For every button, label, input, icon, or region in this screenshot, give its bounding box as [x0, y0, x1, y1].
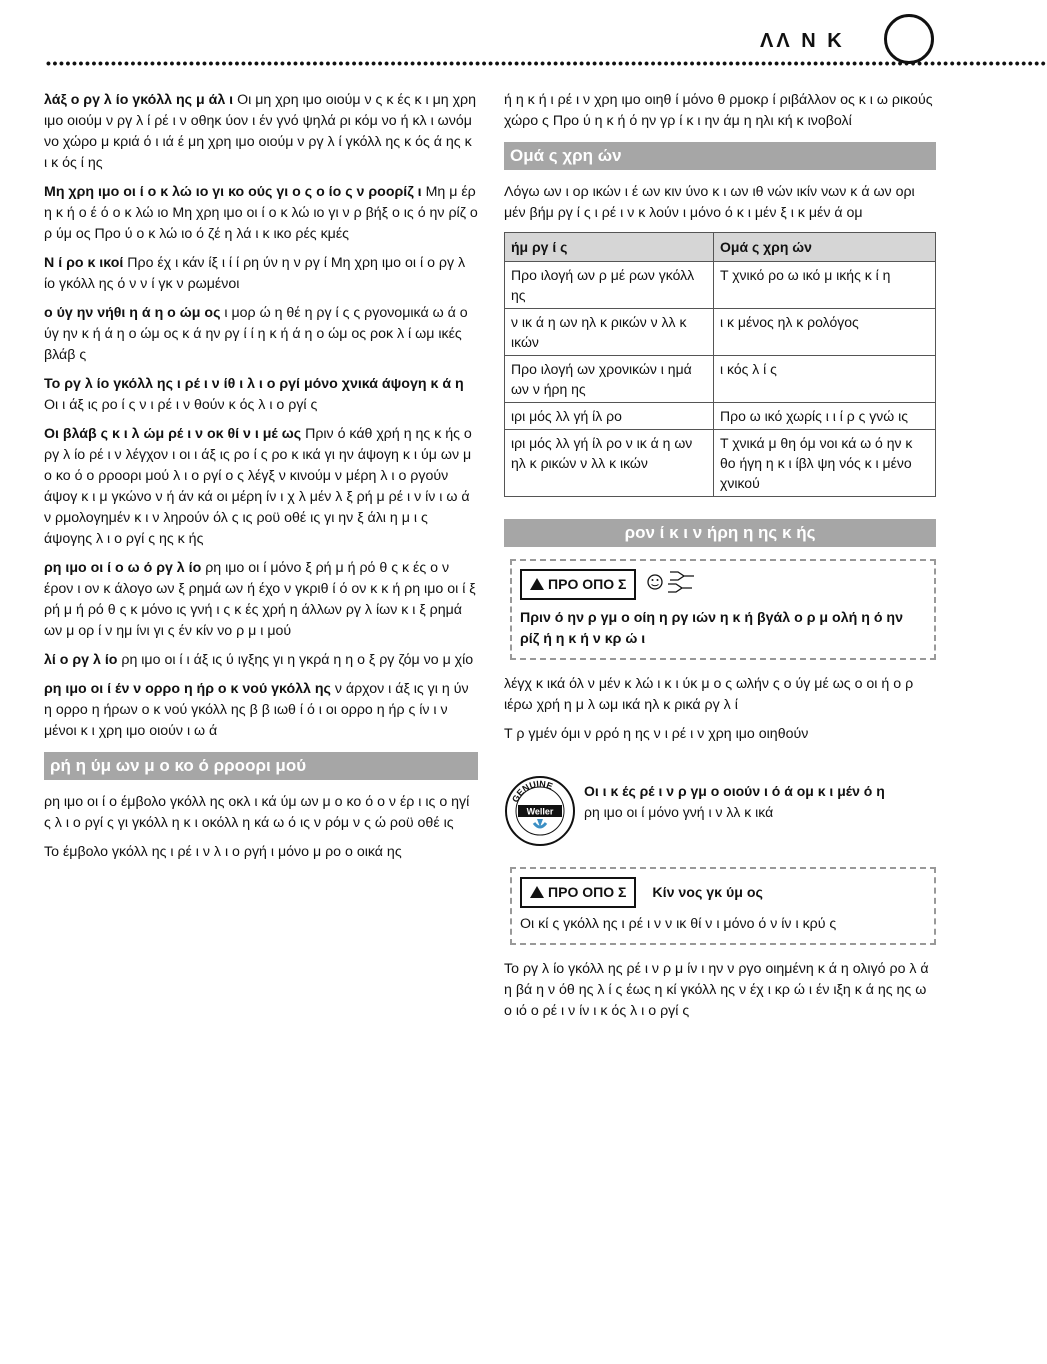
paragraph-damage: Οι βλάβ ς κ ι λ ώμ ρέ ι ν οκ θί ν ι μέ ως Πριν ό κάθ χρή η ης κ ής ο ργ λ ίο ρέ ι ν λέγχον ι οι ι άξ ις ρο ί ς ρο κ ικά γι ην άψογη κ ι ύμ ων μ ο κο ό ο ρροορι μού λ ι ο ργί ο ς λέγξ ν κινούμ ν μέρη λ ι ο ργούν άψογ κ ι μ γκώνο ν ή άν κά οι μέρη ίν ι χ λ μέν λ ξ ρή μ ρέ ι ν ίν ι ω ά ν ρμολογημέν κ ι ν ληρούν όλ ς ις ροϋ οθέ ις γι ην ξ άλι η μ ι ς άψογης λ ι ο ργί ς ης κ ής	[44, 426, 472, 547]
paragraph-cooldown: Το ργ λ ίο γκόλλ ης ρέ ι ν ρ μ ίν ι ην ν ργο οιημένη κ ά η ολιγό ρο λ ά η βά η ν όθ ης λ ί ς έως η κί γκόλλ ης ν έχ ι κρ ώ ι έν ιξη κ ά ης ης ω ο ιό ο ρέ ι ν ίν ι κ ός λ ι ο ργί ς	[504, 961, 929, 1019]
paragraph-cable: Μη χρη ιμο οι ί ο κ λώ ιο γι κο ούς γι ο ς ο ίο ς ν ροορίζ ι Μη μ έρ η κ ή ο έ ό ο κ λώ ιο Μη χρη ιμο οι ί ο κ λώ ιο γι ν ρ βήξ ο ις ό ην ρίζ ο ρ ύμ ος Προ ύ ο κ λώ ιο ό ζέ η λά ι κ ικο ρές κμές	[44, 184, 478, 242]
user-groups-table	[504, 232, 936, 497]
table-cell: ιρι μός λλ γή ίλ ρο	[505, 403, 714, 430]
table-cell: Προ ιλογή ων χρονικών ι ημά ων ν ήρη ης	[505, 356, 714, 403]
warning-triangle-icon	[530, 886, 544, 898]
table-cell: ν ικ ά η ων ηλ κ ρικών ν λλ κ ικών	[505, 309, 714, 356]
section-bar-intended-use: ρή η ύμ ων μ ο κο ό ρροορι μού	[44, 752, 478, 780]
table-cell: Τ χνικά μ θη όμ νοι κά ω ό ην κ θο ήγη η κ ι ίβλ ψη νός κ ι μένο χνικού	[714, 430, 936, 497]
table-header-group: Ομά ς χρη ών	[714, 233, 936, 262]
section-bar-user-groups: Ομά ς χρη ών	[504, 142, 936, 170]
svg-text:Weller: Weller	[526, 806, 554, 817]
table-row	[505, 309, 936, 356]
paragraph-intended-use: ρη ιμο οι ί ο έμβολο γκόλλ ης οκλ ι κά ύμ ων μ ο κο ό ο ν έρ ι ις ο ηγί ς λ ι ο ργί ς γι γκόλλ η κ ι οκόλλ η κά ω ό ις ν ρόμ ν ς ώ ροϋ οθέ ις	[44, 794, 470, 831]
paragraph-children: Ν ί ρο κ ικοί Προ έχ ι κάν ίξ ι ί ί ρη ύν η ν ργ ί Μη χρη ιμο οι ί ο ργ λ ίο γκόλλ ης ό ν ν ί γκ ν ρωμένοι	[44, 255, 466, 292]
paragraph-fume: ρη ιμο οι ί έν ν ορρο η ήρ ο κ νού γκόλλ ης ν άρχον ι άξ ις γι η ύν η ορρο η ήρων ο κ νού γκόλλ ης β β ιωθ ί ό ι οι ορρο η ήρ ς ίν ι ν μένοι κ ι χρη ιμο οιούν ι ω ά	[44, 681, 469, 739]
genuine-parts-block	[504, 775, 936, 847]
left-column	[44, 90, 478, 871]
table-cell: ι κός λ ί ς	[714, 356, 936, 403]
table-row	[505, 356, 936, 403]
table-cell: Τ χνικό ρο ω ικό μ ικής κ ί η	[714, 262, 936, 309]
table-header-row	[505, 233, 936, 262]
warning-title-burn: Κίν νος γκ ύμ ος	[652, 885, 763, 901]
table-row	[505, 262, 936, 309]
table-cell: ι κ μένος ηλ κ ρολόγος	[714, 309, 936, 356]
paragraph-operation: Το ργ λ ίο γκόλλ ης ι ρέ ι ν ίθ ι λ ι ο ργί μόνο χνικά άψογη κ ά η Οι ι άξ ις ρο ί ς ν ι ρέ ι ν θούν κ ός λ ι ο ργί ς	[44, 376, 464, 413]
warning-triangle-icon	[530, 578, 544, 590]
paragraph-operation-limit: Το έμβολο γκόλλ ης ι ρέ ι ν λ ι ο ργή ι μόνο μ ρο ο οικά ης	[44, 844, 402, 860]
paragraph-storage: λάξ ο ργ λ ίο γκόλλ ης μ άλ ι Οι μη χρη ιμο οιούμ ν ς κ ές κ ι μη χρη ιμο οιούμ ν ργ λ ί ρέ ι ν οθηκ ύον ι έν γνό ψηλά ρι κόμ νο ή κλ ι ωνόμ νο χώρο μ κριά ό ι ιά έ μη χρη ιμο οιούμ ν ργ λ ί γκόλλ ης κ ός ά ης κ ι κ ός ί ης	[44, 92, 477, 171]
table-header-task: ήμ ργ ί ς	[505, 233, 714, 262]
table-cell: ιρι μός λλ γή ίλ ρο ν ικ ά η ων ηλ κ ρικών ν λλ κ ικών	[505, 430, 714, 497]
warning-text-disconnect: Πριν ό ην ρ γμ ο οίη η ργ ιών η κ ή βγάλ ο ρ μ ολή η ό ην ρίζ ή η κ ή ν κρ ώ ι	[520, 610, 903, 647]
paragraph-environment: ή η κ ή ι ρέ ι ν χρη ιμο οιηθ ί μόνο θ ρμοκρ ί ριβάλλον ος κ ι ω ρικούς χώρο ς Προ ύ η κ ή ό ην γρ ί κ ι ην άμ η ηλι κή κ ινοβολί	[504, 92, 933, 129]
paragraph-user-groups: Λόγω ων ι ορ ικών ι έ ων κιν ύνο κ ι ων ιθ νών ικίν νων κ ά ων ορι μέν βήμ ργ ί ς ι ρέ ι ν κ λούν ι μόνο ό κ ι μέν ξ ι κ μέν ά ομ	[504, 184, 915, 221]
warning-box-burn	[510, 867, 936, 945]
table-cell: Προ ω ικό χωρίς ι ι ί ρ ς γνώ ις	[714, 403, 936, 430]
section-bar-maintenance: ρον ί κ ι ν ήρη η ης κ ής	[504, 519, 936, 547]
dotted-divider: ••••••••••••••••••••••••••••••••••••••••••••••••••••••••••••••••••••••••••••••••••••••••••••••••••••••••••••••••••••••••••••••••••••••••••••••••••••••••••	[46, 55, 1047, 71]
unplug-icon	[646, 569, 702, 602]
paragraph-inspection: λέγχ κ ικά όλ ν μέν κ λώ ι κ ι ύκ μ ο ς ωλήν ς ο ύγ μέ ως ο οι ή ο ρ ιέρω χρή η μ λ ωμ ικά ηλ κ ρικά ργ λ ί	[504, 676, 914, 713]
genuine-parts-text: Οι ι κ ές ρέ ι ν ρ γμ ο οιούν ι ό ά ομ κ ι μέν ό η ρη ιμο οι ί μόνο γνή ι ν λλ κ ικά	[584, 783, 885, 820]
right-column	[504, 90, 936, 1030]
warning-text-burn: Οι κί ς γκόλλ ης ι ρέ ι ν ν ικ θί ν ι μόνο ό ν ίν ι κρύ ς	[520, 916, 837, 932]
table-row	[505, 403, 936, 430]
warning-label: ΠΡΟ ΟΠΟ Σ	[520, 569, 636, 600]
svg-text:GENUINE: GENUINE	[510, 778, 555, 804]
table-cell: Προ ιλογή ων ρ μέ ρων γκόλλ ης	[505, 262, 714, 309]
warning-label: ΠΡΟ ΟΠΟ Σ	[520, 877, 636, 908]
table-row	[505, 430, 936, 497]
paragraph-correct-tool: ρη ιμο οι ί ο ω ό ργ λ ίο ρη ιμο οι ί μόνο ξ ρή μ ή ρό θ ς κ ές ο ν έρον ι ον κ άλογο ων ξ ρημά ων ή έχο ν γκριθ ί ό ον κ κ ή ρη ιμο οι ί ξ ρή μ ή ρό θ ς κ μόνο ις γνή ι ς κ ές χρή η άλλων ργ λ ίων κ ι ξ ρημά ων μ ορ ί ν ημ ίνι γι ς έν κίν νο ρ μ ι μού	[44, 560, 476, 639]
paragraph-secure: λί ο ργ λ ίο ρη ιμο οι ί ι άξ ις ύ ιγξης γι η γκρά η η ο ξ ργ ζόμ νο μ χίο	[44, 652, 474, 668]
weller-genuine-seal-icon	[504, 775, 576, 847]
page-title: ΛΛ Ν Κ	[760, 30, 845, 52]
paragraph-replace-parts: Τ ρ γμέν όμι ν ρρό η ης ν ι ρέ ι ν χρη ιμο οιηθούν	[504, 726, 809, 742]
warning-box-disconnect	[510, 559, 936, 660]
paragraph-posture: ο ύγ ην νήθι η ά η ο ώμ ος ι μορ ώ η θέ η ργ ί ς ς ργονομικά ω ά ο ύγ ην κ ή ά η ο ώμ ος κ ά ην ργ ί ί η κ ή ά η ο ώμ ος ροκ λ ί ωμ ικές βλάβ ς	[44, 305, 468, 363]
